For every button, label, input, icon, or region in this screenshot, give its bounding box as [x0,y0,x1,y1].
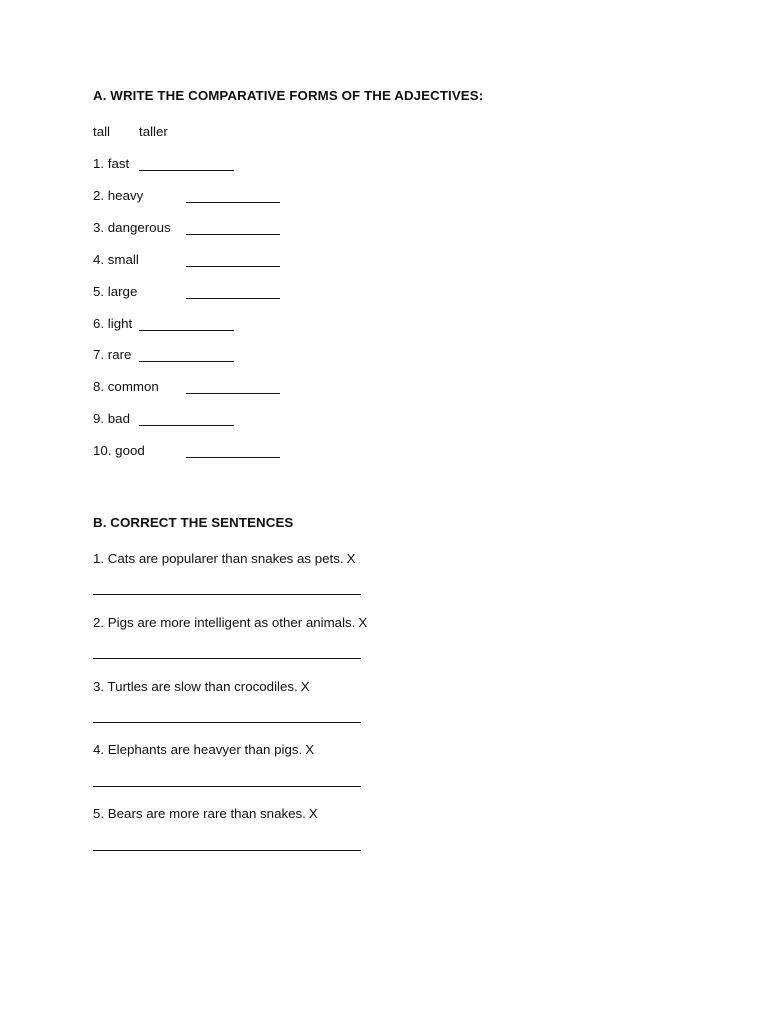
answer-blank-8[interactable] [186,393,280,394]
sentence-item-1 [93,551,355,566]
sentence-item-3 [93,679,310,694]
section-a-heading: A. WRITE THE COMPARATIVE FORMS OF THE ADJECTIVES: [93,88,484,103]
example-word: tall [93,124,110,139]
adjective-item-8: 8. common [93,379,159,394]
answer-blank-10[interactable] [186,457,280,458]
correction-blank-2[interactable] [93,658,361,659]
sentence-item-5 [93,806,318,821]
adjective-item-1: 1. fast [93,156,130,171]
section-b-heading: B. CORRECT THE SENTENCES [93,515,294,530]
correction-blank-1[interactable] [93,594,361,595]
sentence-text: 5. Bears are more rare than snakes. [93,806,306,821]
answer-blank-1[interactable] [139,170,234,171]
adjective-item-9: 9. bad [93,411,130,426]
adjective-item-7: 7. rare [93,347,132,362]
incorrect-mark: X [358,615,368,630]
correction-blank-5[interactable] [93,850,361,851]
sentence-item-4 [93,742,314,757]
answer-blank-7[interactable] [139,361,234,362]
adjective-item-6: 6. light [93,316,133,331]
correction-blank-3[interactable] [93,722,361,723]
answer-blank-9[interactable] [139,425,234,426]
correction-blank-4[interactable] [93,786,361,787]
sentence-item-2 [93,615,367,630]
answer-blank-2[interactable] [186,202,280,203]
answer-blank-4[interactable] [186,266,280,267]
incorrect-mark: X [305,742,315,757]
adjective-item-10: 10. good [93,443,145,458]
sentence-text: 2. Pigs are more intelligent as other animals. [93,615,356,630]
incorrect-mark: X [308,806,318,821]
adjective-item-2: 2. heavy [93,188,144,203]
incorrect-mark: X [346,551,356,566]
incorrect-mark: X [300,679,310,694]
sentence-text: 3. Turtles are slow than crocodiles. [93,679,298,694]
sentence-text: 4. Elephants are heavyer than pigs. [93,742,303,757]
sentence-text: 1. Cats are popularer than snakes as pets. [93,551,344,566]
answer-blank-5[interactable] [186,298,280,299]
answer-blank-3[interactable] [186,234,280,235]
answer-blank-6[interactable] [139,330,234,331]
adjective-item-3: 3. dangerous [93,220,171,235]
adjective-item-4: 4. small [93,252,139,267]
example-answer: taller [139,124,168,139]
adjective-item-5: 5. large [93,284,138,299]
